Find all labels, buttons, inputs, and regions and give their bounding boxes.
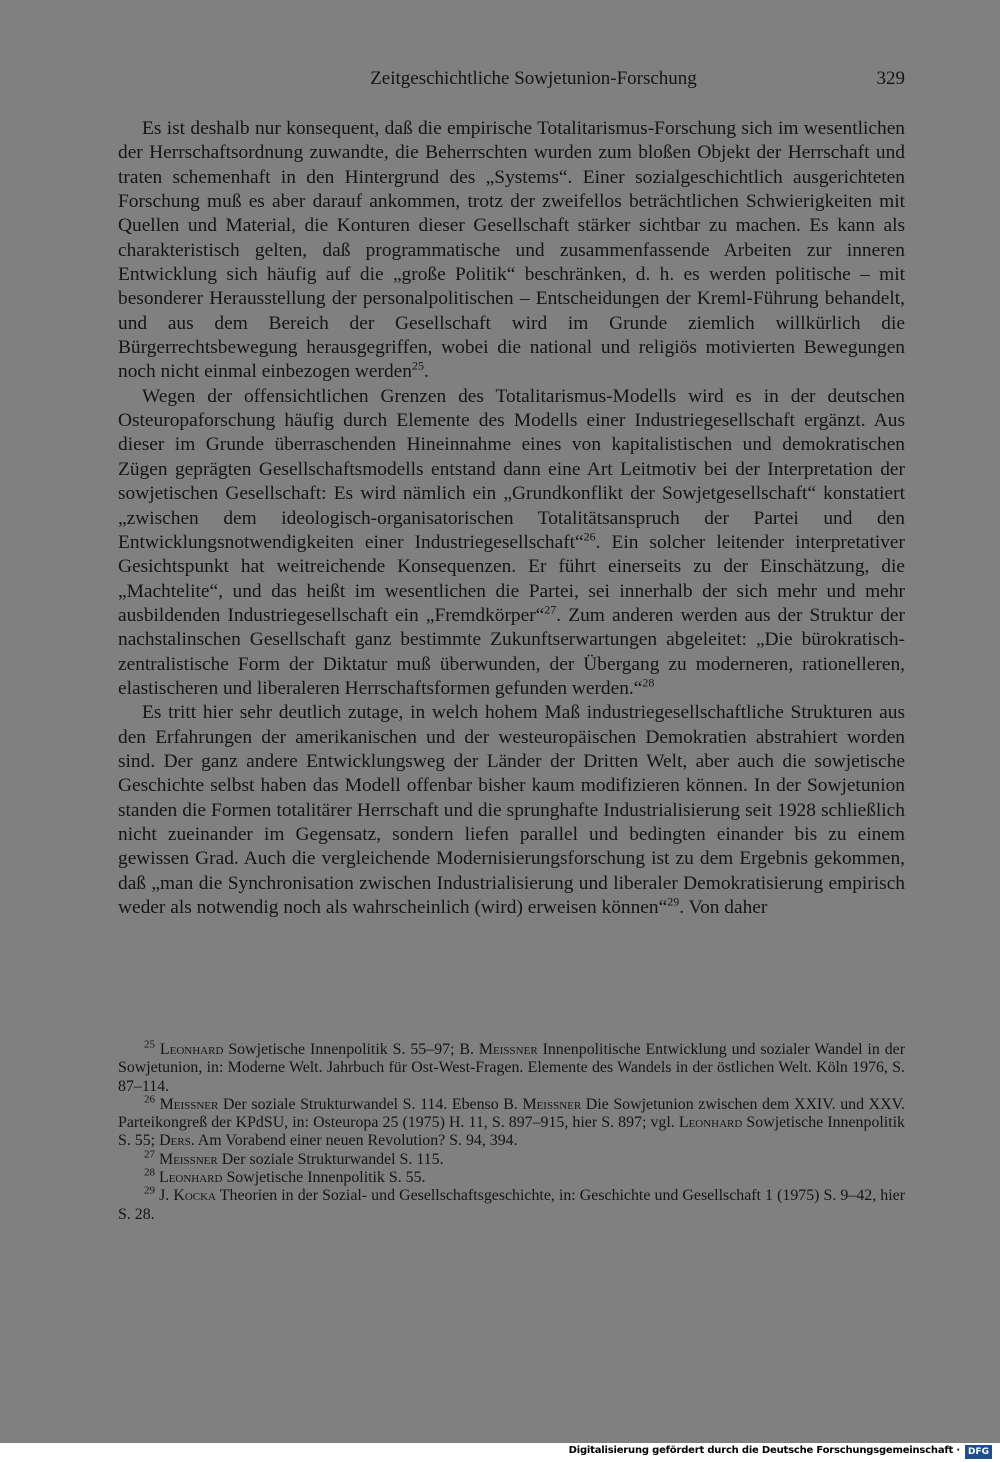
author-name: Kocka (173, 1187, 216, 1205)
footnote-text: Sowjetische Innenpolitik S. 55. (222, 1169, 426, 1187)
author-name: Ders. (159, 1132, 195, 1150)
paragraph-text: . Von daher (679, 897, 768, 918)
footnotes (118, 1038, 905, 1224)
page-number: 329 (876, 68, 905, 89)
footnote-text: Sowjetische Innenpolitik S. 55–97; B. (223, 1041, 479, 1058)
paragraph (118, 117, 905, 385)
footnote (118, 1093, 905, 1151)
footnote-text: Innenpolitische Entwicklung und sozialer Wandel in der Sowjetunion, in: Moderne Welt. Jahrbuch für Ost-West-Fragen. Elemente des Wandels in der östlichen Welt. Köln 1976, S. 87–114. (118, 1041, 905, 1095)
paragraph-text: . Zum anderen werden aus der Struktur der nachstalinschen Gesellschaft ganz bestimmte Zukunftserwartungen abgeleitet: „Die bürokratisch-zentralistische Form der Diktatur muß überwunden, der Übergang zu moderneren, rationelleren, elastischeren und liberaleren Herrschaftsformen gefunden werden.“ (118, 604, 905, 699)
footnote-ref: 27 (544, 602, 557, 617)
footnote (118, 1187, 905, 1224)
footnote-number: 29 (144, 1185, 155, 1198)
footnote (118, 1148, 905, 1169)
footnote (118, 1038, 905, 1096)
paragraph-text: Es ist deshalb nur konsequent, daß die empirische Totalitarismus-Forschung sich im wesentlichen der Herrschaftsordnung zuwandte, die Beherrschten wurden zum bloßen Objekt der Herrschaft und traten schemenhaft in den Hintergrund des „Systems“. Einer sozialgeschichtlich ausgerichteten Forschung muß es aber darauf ankommen, trotz der zweifellos beträchtlichen Schwierigkeiten mit Quellen und Material, die Konturen dieser Gesellschaft stärker sichtbar zu machen. Es kann als charakteristisch gelten, daß programmatische und zusammenfassende Arbeiten zur inneren Entwicklung sich häufig auf die „große Politik“ beschränken, d. h. es werden politische – mit besonderer Herausstellung der personalpolitischen – Entscheidungen der Kreml-Führung behandelt, und aus dem Bereich der Gesellschaft wird im Grunde ziemlich willkürlich die Bürgerrechtsbewegung herausgegriffen, wobei die national und religiös motivierten Bewegungen noch nicht einmal einbezogen werden (118, 118, 905, 383)
footnote-text: J. (159, 1187, 174, 1205)
running-title: Zeitgeschichtliche Sowjetunion-Forschung (370, 68, 697, 89)
footnote-ref: 26 (583, 529, 596, 544)
author-name: Meissner (522, 1095, 582, 1113)
author-name: Leonhard (158, 1169, 223, 1187)
footnote-ref: 29 (667, 894, 680, 909)
footnote-text: Der soziale Strukturwandel S. 115. (217, 1150, 444, 1168)
author-name: Leonhard (678, 1114, 743, 1132)
running-head (118, 64, 905, 94)
paragraph-text: . (423, 361, 429, 383)
paragraph (118, 701, 905, 920)
footnote-number: 28 (144, 1166, 155, 1179)
footnote-text: Die Sowjetunion zwischen dem XXIV. und XXV. Parteikongreß der KPdSU, in: Osteuropa 25 (1975) H. 11, S. 897–915, hier S. 897; vgl. (118, 1095, 905, 1132)
author-name: Meissner (158, 1150, 218, 1168)
author-name: Leonhard (159, 1041, 224, 1058)
footnote-text: Sowjetische Innenpolitik S. 55; (118, 1114, 905, 1150)
footnote-number: 26 (144, 1093, 155, 1106)
paragraph-text: Wegen der offensichtlichen Grenzen des Totalitarismus-Modells wird es in der deutschen Osteuropaforschung häufig durch Elemente des Modells einer Industriegesellschaft ergänzt. Aus dieser im Grunde überraschenden Hineinnahme eines von kapitalistischen und demokratischen Zügen geprägten Gesellschaftsmodells entstand dann eine Art Leitmotiv bei der Interpretation der sowjetischen Gesellschaft: Es wird nämlich ein „Grundkonflikt der Sowjetgesellschaft“ konstatiert „zwischen dem ideologisch-organisatorischen Totalitätsanspruch der Partei und den Entwicklungsnotwendigkeiten einer Industriegesellschaft“ (118, 385, 905, 553)
paragraph-text: . Ein solcher leitender interpretativer Gesichtspunkt hat weitreichende Konsequenzen. Er führt einerseits zu der Einschätzung, die „Machtelite“, und das heißt im wesentlichen die Partei, sei innerhalb der sich mehr und mehr ausbildenden Industriegesellschaft ein „Fremdkörper“ (118, 531, 905, 626)
body-text (118, 117, 905, 920)
footnote-text: Der soziale Strukturwandel S. 114. Ebenso B. (218, 1095, 523, 1113)
footnote (118, 1166, 905, 1187)
author-name: Meissner (159, 1095, 219, 1113)
paragraph-text: Es tritt hier sehr deutlich zutage, in welch hohem Maß industriegesellschaftliche Strukturen aus den Erfahrungen der amerikanischen und der westeuropäischen Demokratien abstrahiert worden sind. Der ganz andere Entwicklungsweg der Länder der Dritten Welt, aber auch die sowjetische Geschichte selbst haben das Modell offenbar bisher kaum modifizieren können. In der Sowjetunion standen die Formen totalitärer Herrschaft und die sprunghafte Industrialisierung seit 1928 schließlich nicht zueinander im Gegensatz, sondern liefen parallel und bedingten einander bis zu einem gewissen Grad. Auch die vergleichende Modernisierungsforschung ist zu dem Ergebnis gekommen, daß „man die Synchronisation zwischen Industrialisierung und liberaler Demokratisierung empirisch weder als notwendig noch als wahrscheinlich (wird) erweisen können“ (118, 702, 905, 918)
dfg-logo: DFG (965, 1445, 992, 1459)
footer-credit: Digitalisierung gefördert durch die Deutsche Forschungsgemeinschaft · (568, 1445, 960, 1456)
paragraph (118, 385, 905, 701)
footnote-number: 27 (144, 1148, 155, 1161)
footnote-text: Theorien in der Sozial- und Gesellschaftsgeschichte, in: Geschichte und Gesellschaft 1 (1975) S. 9–42, hier S. 28. (118, 1187, 905, 1223)
footnote-text: Am Vorabend einer neuen Revolution? S. 94, 394. (194, 1132, 518, 1150)
footnote-ref: 28 (642, 675, 655, 690)
footer-bar (0, 1443, 1000, 1462)
footnote-ref: 25 (411, 358, 424, 373)
author-name: Meissner (478, 1041, 538, 1058)
footnote-number: 25 (144, 1038, 155, 1051)
